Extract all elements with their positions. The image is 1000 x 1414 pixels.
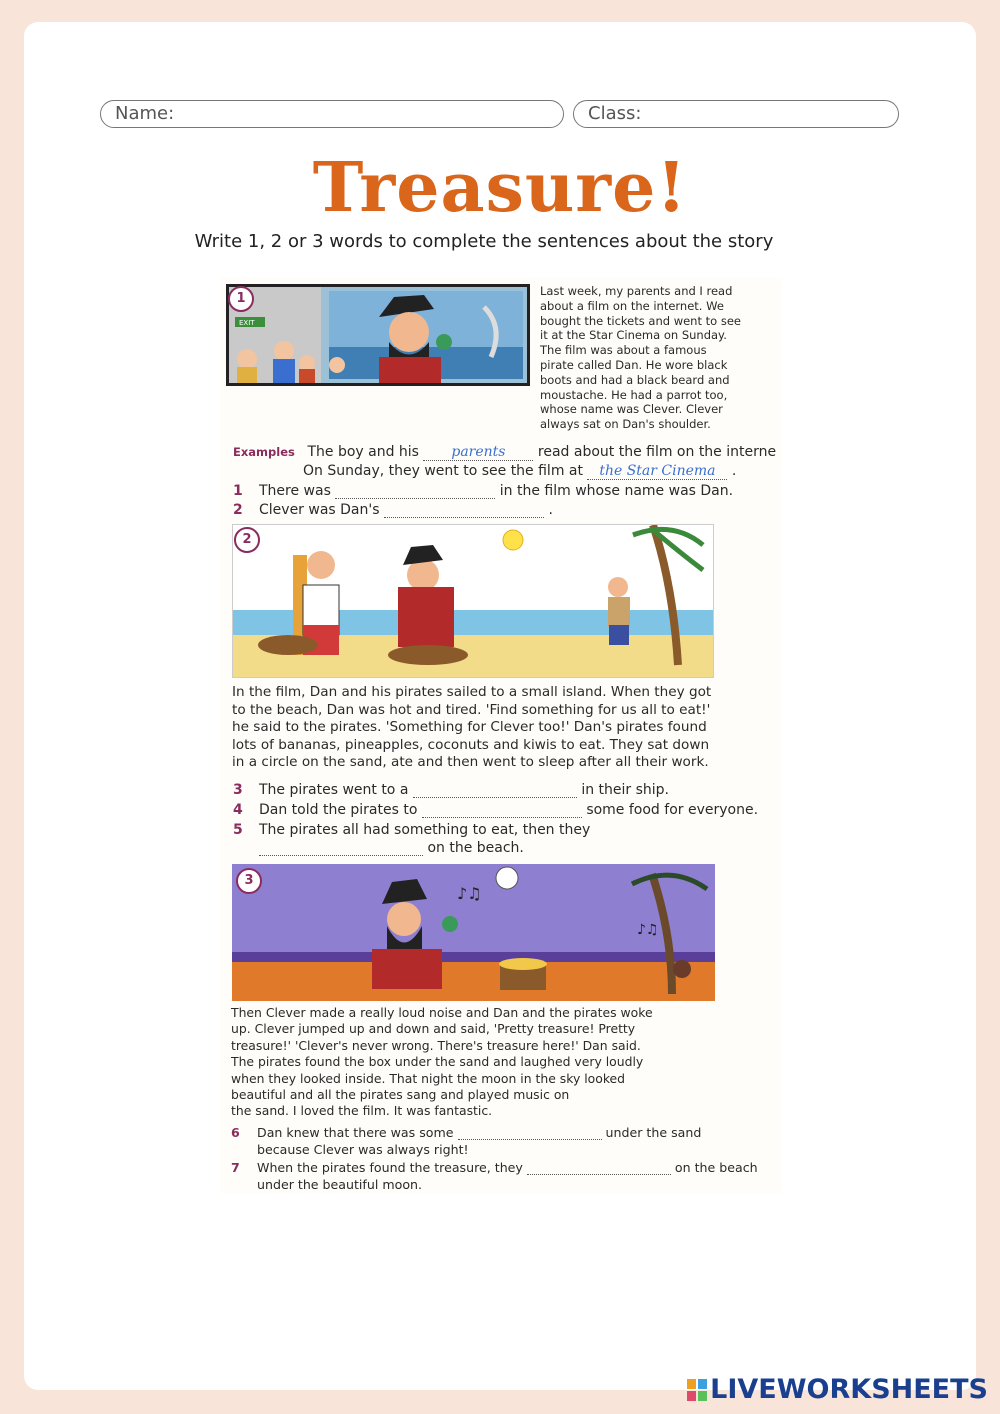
story-line: in a circle on the sand, ate and then went to sleep after all their work. <box>232 754 709 770</box>
question-number: 3 <box>233 782 243 798</box>
story-line: moustache. He had a parrot too, <box>540 387 728 402</box>
instruction-text: Write 1, 2 or 3 words to complete the sentences about the story <box>194 231 774 252</box>
answer-blank-2[interactable] <box>384 503 544 518</box>
question-6-continued: because Clever was always right! <box>257 1142 469 1157</box>
story-line: The film was about a famous <box>540 343 707 358</box>
story-line: bought the tickets and went to see <box>540 313 741 328</box>
story-line: boots and had a black beard and <box>540 372 730 387</box>
example-answer-1: parents <box>423 444 533 461</box>
answer-blank-3[interactable] <box>413 783 577 798</box>
question-7-continued: under the beautiful moon. <box>257 1177 423 1192</box>
story-scan <box>220 278 782 1193</box>
example-answer-2: the Star Cinema <box>587 463 727 480</box>
class-field[interactable] <box>573 100 899 128</box>
question-number: 7 <box>231 1160 240 1175</box>
question-text: There was <box>259 483 331 499</box>
story-line: whose name was Clever. Clever <box>540 402 723 417</box>
story-line: about a film on the internet. We <box>540 298 724 313</box>
panel-number: 1 <box>228 286 254 312</box>
cinema-scene <box>229 287 527 383</box>
name-label: Name: <box>115 103 175 124</box>
question-text: on the beach <box>674 1160 758 1175</box>
question-text: some food for everyone. <box>586 802 759 818</box>
story-line: The pirates found the box under the sand and laughed very loudly <box>231 1054 644 1070</box>
answer-blank-4[interactable] <box>422 803 582 818</box>
svg-text:♪♫: ♪♫ <box>457 884 482 903</box>
svg-text:♪♫: ♪♫ <box>637 922 659 938</box>
question-1 <box>233 483 733 499</box>
question-number: 2 <box>233 502 243 518</box>
name-field[interactable] <box>100 100 564 128</box>
answer-blank-5[interactable] <box>259 841 423 856</box>
cinema-illustration <box>226 284 530 386</box>
story-line: In the film, Dan and his pirates sailed to a small island. When they got <box>232 684 712 700</box>
example-line-1 <box>233 444 776 461</box>
story-line: pirate called Dan. He wore black <box>540 357 728 372</box>
answer-blank-6[interactable] <box>458 1125 602 1140</box>
question-2 <box>233 502 553 518</box>
answer-blank-1[interactable] <box>335 484 495 499</box>
question-text: . <box>548 502 553 518</box>
question-4 <box>233 802 758 818</box>
island-illustration <box>232 524 714 678</box>
part3-text <box>231 1005 711 1120</box>
part1-text <box>540 284 776 432</box>
island-scene <box>233 525 713 677</box>
question-number: 1 <box>233 483 243 499</box>
question-5 <box>233 822 590 838</box>
panel-number: 3 <box>236 868 262 894</box>
question-5-continued <box>259 840 524 856</box>
question-text: in the film whose name was Dan. <box>499 483 734 499</box>
panel-number: 2 <box>234 527 260 553</box>
question-7 <box>231 1160 758 1175</box>
story-line: up. Clever jumped up and down and said, 'Pretty treasure! Pretty <box>231 1021 636 1037</box>
liveworksheets-logo[interactable] <box>687 1374 988 1405</box>
question-6 <box>231 1125 701 1140</box>
story-line: he said to the pirates. 'Something for Clever too!' Dan's pirates found <box>232 719 707 735</box>
story-line: treasure!' 'Clever's never wrong. There's treasure here!' Dan said. <box>231 1037 641 1053</box>
question-text: Clever was Dan's <box>259 502 380 518</box>
liveworksheets-icon <box>687 1379 707 1401</box>
question-text: on the beach. <box>427 840 524 856</box>
treasure-scene <box>232 864 715 1001</box>
question-text: Dan told the pirates to <box>259 802 418 818</box>
question-text: Dan knew that there was some <box>257 1125 454 1140</box>
example-text: read about the film on the interne <box>537 444 777 460</box>
example-text: On Sunday, they went to see the film at <box>303 463 583 479</box>
story-line: always sat on Dan's shoulder. <box>540 417 711 432</box>
story-line: beautiful and all the pirates sang and played music on <box>231 1087 570 1103</box>
story-line: when they looked inside. That night the moon in the sky looked <box>231 1070 626 1086</box>
example-text: . <box>731 463 737 479</box>
examples-label: Examples <box>233 445 295 459</box>
story-line: Last week, my parents and I read <box>540 284 733 298</box>
class-label: Class: <box>588 103 642 124</box>
example-text: The boy and his <box>307 444 419 460</box>
brand-text: LIVEWORKSHEETS <box>710 1374 988 1405</box>
story-line: to the beach, Dan was hot and tired. 'Find something for us all to eat!' <box>232 701 711 718</box>
part2-text <box>232 684 772 772</box>
question-number: 6 <box>231 1125 240 1140</box>
answer-blank-7[interactable] <box>527 1160 671 1175</box>
question-text: The pirates all had something to eat, then they <box>259 822 591 838</box>
question-number: 5 <box>233 822 243 838</box>
question-number: 4 <box>233 802 243 818</box>
question-3 <box>233 782 669 798</box>
story-line: Then Clever made a really loud noise and Dan and the pirates woke <box>231 1005 653 1020</box>
example-line-2 <box>303 463 736 480</box>
question-text: When the pirates found the treasure, they <box>257 1160 523 1175</box>
story-line: the sand. I loved the film. It was fantastic. <box>231 1103 493 1119</box>
question-text: in their ship. <box>581 782 669 798</box>
treasure-illustration <box>232 864 715 1001</box>
exit-sign: EXIT <box>239 319 255 327</box>
question-text: under the sand <box>605 1125 702 1140</box>
page-title: Treasure! <box>312 148 688 228</box>
story-line: it at the Star Cinema on Sunday. <box>540 328 727 343</box>
question-text: The pirates went to a <box>259 782 409 798</box>
story-line: lots of bananas, pineapples, coconuts and kiwis to eat. They sat down <box>232 736 710 753</box>
